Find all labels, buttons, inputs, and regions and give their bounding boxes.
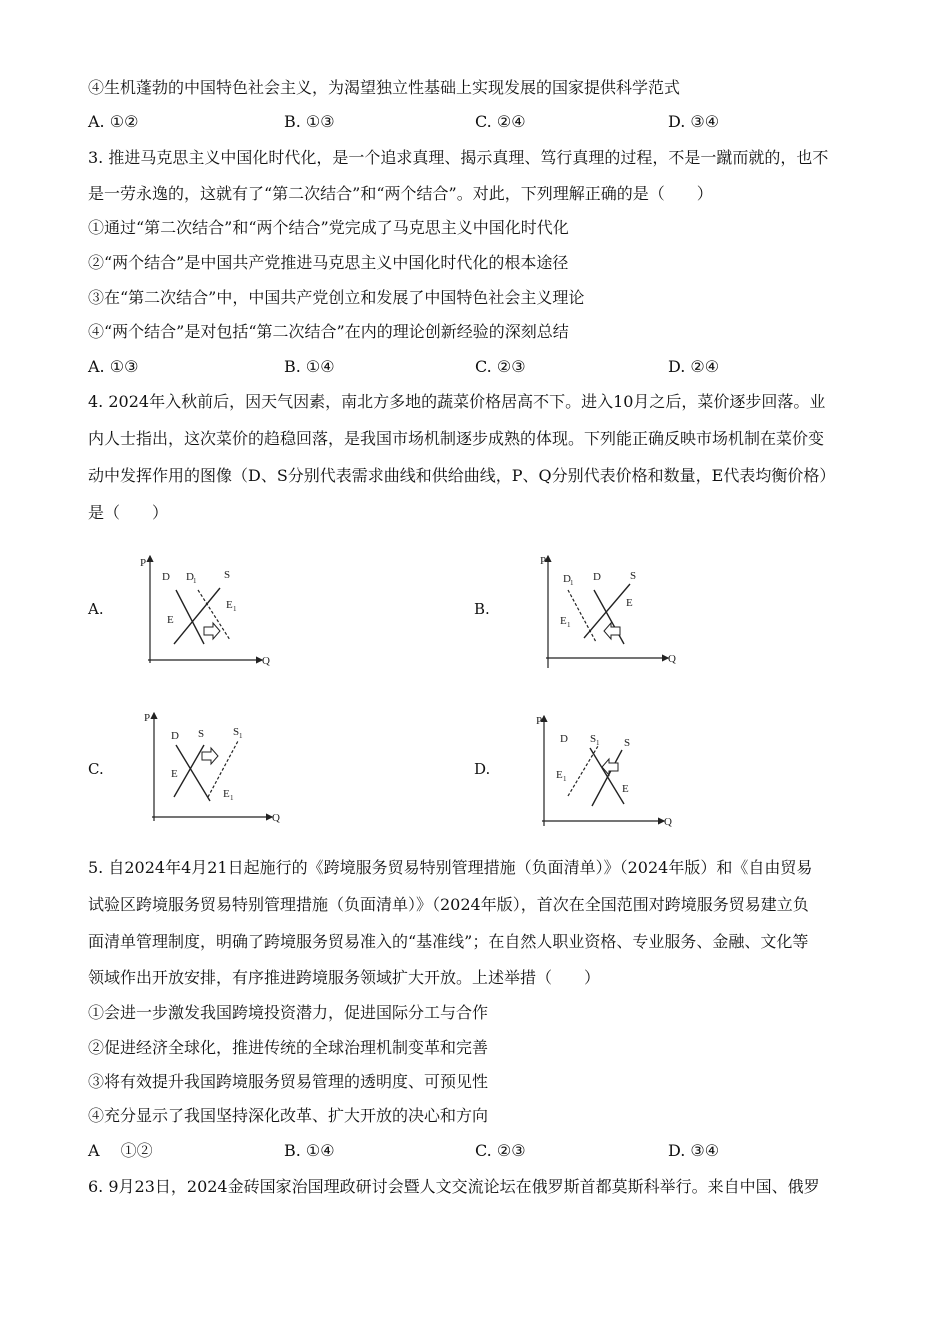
q3-stem-line-1: 3. 推进马克思主义中国化时代化，是一个追求真理、揭示真理、笃行真理的过程，不是一蹴而就的，也不 (88, 148, 829, 167)
supply-curve (174, 745, 204, 797)
label-s1: S (233, 726, 240, 738)
q3-option-a: A. ①③ (88, 357, 139, 376)
label-d1-sub: 1 (193, 577, 197, 585)
q5-item-1: ①会进一步激发我国跨境投资潜力，促进国际分工与合作 (88, 1003, 489, 1022)
p-axis-label: P (144, 712, 151, 724)
label-d: D (593, 571, 601, 583)
q5-stem-line-1: 5. 自2024年4月21日起施行的《跨境服务贸易特别管理措施（负面清单）》（2024年版）和《自由贸易 (88, 858, 813, 877)
label-e1-sub: 1 (567, 621, 571, 629)
q2-option-d: D. ③④ (668, 112, 720, 131)
q4-stem-line-3: 动中发挥作用的图像（D、S分别代表需求曲线和供给曲线，P、Q分别代表价格和数量，E代表均衡价格） (88, 466, 836, 485)
q6-stem-line-1: 6. 9月23日，2024金砖国家治国理政研讨会暨人文交流论坛在俄罗斯首都莫斯科举行。来自中国、俄罗 (88, 1177, 820, 1196)
q4-stem-line-1: 4. 2024年入秋前后，因天气因素，南北方多地的蔬菜价格居高不下。进入10月之后，菜价逐步回落。业 (88, 392, 826, 411)
q3-option-b: B. ①④ (284, 357, 335, 376)
label-s: S (630, 570, 637, 582)
q5-stem-line-3: 面清单管理制度，明确了跨境服务贸易准入的“基准线”；在自然人职业资格、专业服务、金融、文化等 (88, 932, 809, 951)
label-d1: D (186, 571, 194, 583)
right-arrow-icon (202, 748, 218, 764)
demand-curve-d1 (568, 590, 596, 642)
label-d: D (162, 571, 170, 583)
label-e: E (626, 597, 633, 609)
graph-c-label: C. (88, 760, 104, 778)
p-axis-label: P (540, 555, 547, 567)
label-d: D (560, 733, 568, 745)
q3-option-d: D. ②④ (668, 357, 720, 376)
graph-c (138, 705, 288, 830)
q5-stem-line-4: 领域作出开放安排，有序推进跨境服务领域扩大开放。上述举措（ ） (88, 968, 601, 987)
graph-b-label: B. (474, 600, 490, 618)
left-arrow-icon (604, 623, 620, 639)
label-s: S (624, 737, 631, 749)
label-e1: E (560, 615, 567, 627)
q5-option-d: D. ③④ (668, 1141, 720, 1160)
q-axis-label: Q (272, 812, 280, 824)
q2-option-c: C. ②④ (475, 112, 526, 131)
q4-stem-line-4: 是（ ） (88, 503, 169, 522)
q5-option-a: A ①② (88, 1141, 153, 1160)
label-e1: E (556, 769, 563, 781)
label-s: S (198, 728, 205, 740)
label-e1-sub: 1 (563, 775, 567, 783)
q3-item-4: ④“两个结合”是对包括“第二次结合”在内的理论创新经验的深刻总结 (88, 322, 569, 341)
graph-d (524, 708, 674, 833)
label-d1: D (563, 573, 571, 585)
label-e1: E (226, 599, 233, 611)
label-e1-sub: 1 (233, 605, 237, 613)
q5-item-4: ④充分显示了我国坚持深化改革、扩大开放的决心和方向 (88, 1106, 489, 1125)
right-arrow-icon (204, 623, 220, 639)
label-d: D (171, 730, 179, 742)
label-d1-sub: 1 (570, 579, 574, 587)
graph-a (130, 548, 280, 673)
label-s1: S (590, 733, 597, 745)
label-s: S (224, 569, 231, 581)
q2-option-b: B. ①③ (284, 112, 335, 131)
q2-item-4: ④生机蓬勃的中国特色社会主义，为渴望独立性基础上实现发展的国家提供科学范式 (88, 78, 681, 97)
label-s1-sub: 1 (239, 732, 243, 740)
q3-item-1: ①通过“第二次结合”和“两个结合”党完成了马克思主义中国化时代化 (88, 218, 569, 237)
graph-a-label: A. (88, 600, 104, 618)
q5-option-b: B. ①④ (284, 1141, 335, 1160)
p-axis-label: P (140, 557, 147, 569)
q-axis-label: Q (668, 653, 676, 665)
label-e: E (171, 768, 178, 780)
q-axis-label: Q (664, 816, 672, 828)
label-e: E (167, 614, 174, 626)
q5-item-2: ②促进经济全球化，推进传统的全球治理机制变革和完善 (88, 1038, 489, 1057)
q3-item-2: ②“两个结合”是中国共产党推进马克思主义中国化时代化的根本途径 (88, 253, 569, 272)
p-axis-label: P (536, 715, 543, 727)
q-axis-label: Q (262, 655, 270, 667)
q3-stem-line-2: 是一劳永逸的，这就有了“第二次结合”和“两个结合”。对此，下列理解正确的是（ ） (88, 184, 713, 203)
q5-stem-line-2: 试验区跨境服务贸易特别管理措施（负面清单）》（2024年版），首次在全国范围对跨境服务贸易建立负 (88, 895, 809, 914)
q2-option-a: A. ①② (88, 112, 139, 131)
label-e: E (622, 783, 629, 795)
q5-item-3: ③将有效提升我国跨境服务贸易管理的透明度、可预见性 (88, 1072, 489, 1091)
q3-option-c: C. ②③ (475, 357, 526, 376)
label-s1-sub: 1 (596, 739, 600, 747)
label-e1: E (223, 788, 230, 800)
q4-stem-line-2: 内人士指出，这次菜价的趋稳回落，是我国市场机制逐步成熟的体现。下列能正确反映市场机制在菜价变 (88, 429, 825, 448)
label-e1-sub: 1 (230, 794, 234, 802)
graph-b (528, 548, 678, 673)
graph-d-label: D. (474, 760, 491, 778)
q3-item-3: ③在“第二次结合”中，中国共产党创立和发展了中国特色社会主义理论 (88, 288, 585, 307)
q5-option-c: C. ②③ (475, 1141, 526, 1160)
